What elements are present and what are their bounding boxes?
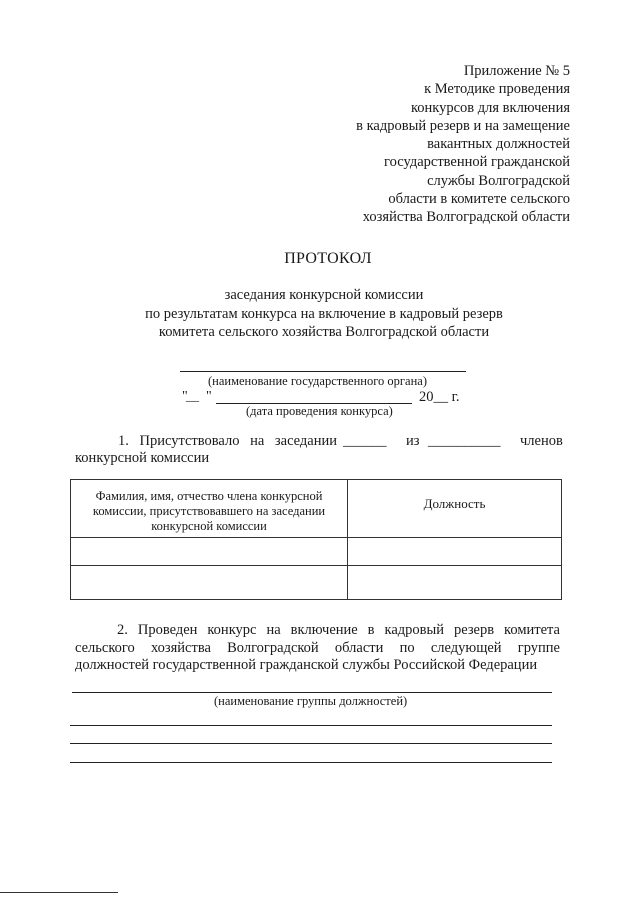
date-day-blank: __: [186, 388, 199, 403]
table-header-row: [71, 480, 562, 538]
appendix-line: вакантных должностей: [427, 136, 570, 153]
section1-word-members: членов: [520, 433, 563, 449]
section1-line1: [118, 433, 564, 451]
section2-line1: 2. Проведен конкурс на включение в кадровый резерв комитета: [117, 622, 560, 638]
document-title: ПРОТОКОЛ: [284, 250, 372, 267]
appendix-line: конкурсов для включения: [410, 99, 570, 116]
organ-name-line: [180, 371, 466, 372]
table-cell-position: [348, 538, 562, 566]
header-name-cell: Фамилия, имя, отчество члена конкурсной комиссии, присутствовавшего на заседании конкурсной комиссии: [71, 480, 348, 538]
blank-line: [70, 725, 552, 726]
date-year-blank: __: [433, 389, 448, 405]
date-quote-close: ": [206, 389, 212, 404]
blank-line: [70, 743, 552, 744]
date-caption: (дата проведения конкурса): [246, 404, 393, 418]
subtitle-line: заседания конкурсной комиссии: [224, 287, 424, 303]
date-year-prefix: 20: [419, 389, 434, 405]
appendix-line: хозяйства Волгоградской области: [362, 209, 570, 226]
table-cell-name: [71, 538, 348, 566]
appendix-line: государственной гражданской: [384, 154, 570, 171]
scan-margin-line: [0, 892, 118, 893]
subtitle-line: по результатам конкурса на включение в кадровый резерв: [145, 305, 503, 322]
table-row: [71, 566, 562, 600]
appendix-header: [270, 62, 570, 227]
group-name-line: [72, 692, 552, 693]
section1-line2: конкурсной комиссии: [75, 450, 210, 466]
appendix-line: Приложение № 5: [463, 63, 570, 79]
section1-blank-total: __________: [428, 433, 501, 449]
table-row: [71, 538, 562, 566]
group-caption: (наименование группы должностей): [214, 694, 408, 708]
appendix-line: в кадровый резерв и на замещение: [356, 117, 570, 134]
header-position-cell: Должность: [348, 480, 562, 538]
section1-text: 1. Присутствовало на заседании: [118, 433, 338, 449]
section2-paragraph: [75, 622, 560, 675]
table-cell-position: [348, 566, 562, 600]
document-subtitle: [0, 286, 640, 342]
subtitle-line: комитета сельского хозяйства Волгоградской области: [158, 324, 490, 340]
appendix-line: службы Волгоградской: [427, 172, 570, 189]
table-cell-name: [71, 566, 348, 600]
members-table: [70, 479, 562, 600]
section2-line3: должностей государственной гражданской службы Российской Федерации: [75, 657, 538, 673]
date-year-suffix: г.: [451, 389, 460, 405]
appendix-line: к Методике проведения: [424, 81, 570, 98]
section2-line2: сельского хозяйства Волгоградской области по следующей группе: [75, 639, 560, 656]
section1-blank-present: ______: [343, 433, 387, 449]
section1-word-from: из: [406, 433, 420, 449]
date-year: [419, 389, 460, 406]
date-quote-open: ": [182, 389, 188, 404]
organ-caption: (наименование государственного органа): [208, 374, 427, 388]
blank-line: [70, 762, 552, 763]
appendix-line: области в комитете сельского: [388, 191, 570, 208]
